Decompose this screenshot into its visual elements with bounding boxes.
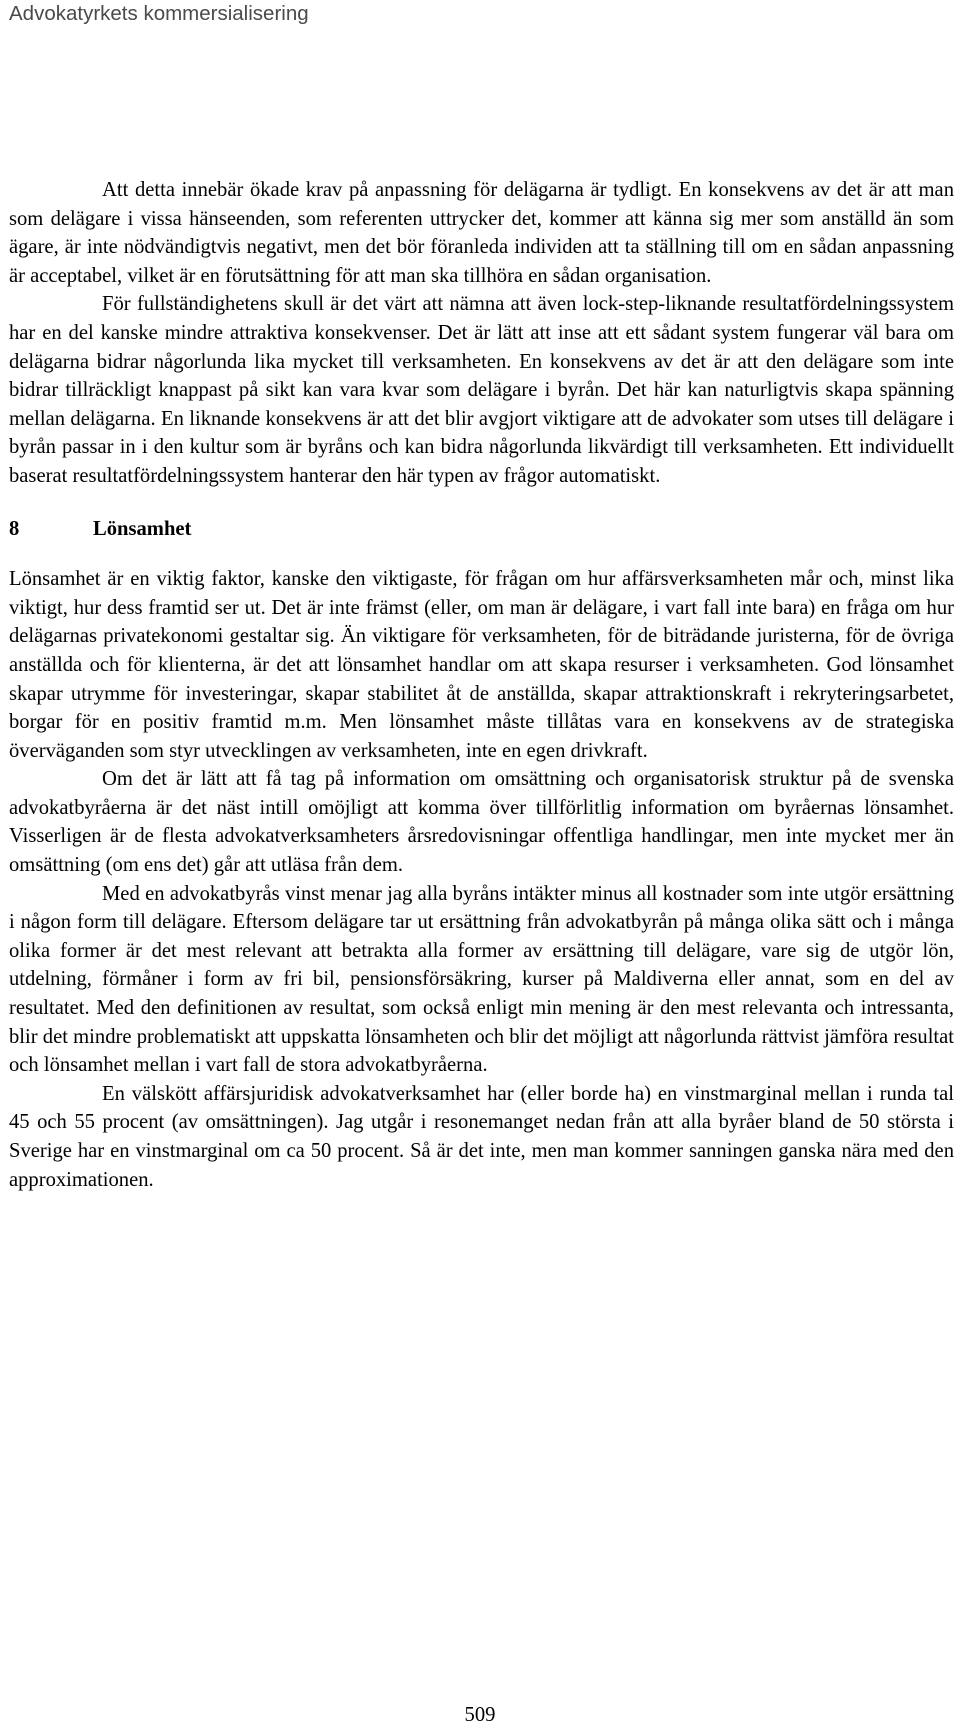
body-paragraph: Om det är lätt att få tag på information om omsättning och organisatorisk struktur på de svenska advokatbyråerna är det näst intill omöjligt att komma över tillförlitlig information om byråernas lönsamhet. Visserligen är de flesta advokatverksamheters årsredovisningar offentliga handlingar, men inte mycket mer än omsättning (om ens det) går att utläsa från dem. bbox=[9, 768, 954, 877]
body-paragraph: En välskött affärsjuridisk advokatverksamhet har (eller borde ha) en vinstmarginal mellan i runda tal 45 och 55 procent (av omsättningen). Jag utgår i resonemanget nedan från att alla byråer bland de 50 största i Sverige har en vinstmarginal om ca 50 procent. Så är det inte, men man kommer sanningen ganska nära med den approximationen. bbox=[9, 1082, 954, 1191]
body-paragraph: För fullständighetens skull är det värt att nämna att även lock-step-liknande resultatfördelningssystem har en del kanske mindre attraktiva konsekvenser. Det är lätt att inse att ett sådant system fungerar väl bara om delägarna bidrar någorlunda lika mycket till verksamheten. En konsekvens av det är att den delägare som inte bidrar tillräckligt knappast på sikt kan vara kvar som delägare i byrån. Det här kan naturligtvis skapa spänning mellan delägarna. En liknande konsekvens är att det blir avgjort viktigare att de advokater som utses till delägare i byrån passar in i den kultur som är byråns och kan bidra någorlunda likvärdigt till verksamheten. Ett individuellt baserat resultatfördelningssystem hanterar den här typen av frågor automatiskt. bbox=[9, 293, 954, 487]
body-paragraph: Lönsamhet är en viktig faktor, kanske den viktigaste, för frågan om hur affärsverksamheten mår och, minst lika viktigt, hur dess framtid ser ut. Det är inte främst (eller, om man är delägare, i vart fall inte bara) en fråga om hur delägarnas privatekonomi gestaltar sig. Än viktigare för verksamheten, för de biträdande juristerna, för de övriga anställda och för klienterna, är det att lönsamhet handlar om att skapa resurser i verksamheten. God lönsamhet skapar utrymme för investeringar, skapar stabilitet åt de anställda, skapar attraktionskraft i rekryteringsarbetet, borgar för en positiv framtid m.m. Men lönsamhet måste tillåtas vara en konsekvens av de strategiska överväganden som styr utvecklingen av verksamheten, inte en egen drivkraft. bbox=[9, 568, 954, 762]
section-number: 8 bbox=[9, 517, 20, 540]
document-body bbox=[9, 176, 954, 1194]
body-paragraph: Med en advokatbyrås vinst menar jag alla byråns intäkter minus all kostnader som inte utgör ersättning i någon form till delägare. Eftersom delägare tar ut ersättning från advokatbyrån på många olika sätt och i många olika former är det mest relevant att betrakta alla former av ersättning till delägare, vare sig de utgör lön, utdelning, förmåner i form av fri bil, pensionsförsäkring, kurser på Maldiverna eller annat, som en del av resultatet. Med den definitionen av resultat, som också enligt min mening är den mest relevanta och intressanta, blir det mindre problematiskt att uppskatta lönsamheten och blir det möjligt att någorlunda rättvist jämföra resultat och lönsamhet mellan i vart fall de stora advokatbyråerna. bbox=[9, 882, 954, 1077]
section-heading bbox=[9, 515, 954, 544]
body-paragraph: Att detta innebär ökade krav på anpassning för delägarna är tydligt. En konsekvens av det är att man som delägare i vissa hänseenden, som referenten uttrycker det, kommer att känna sig mer som anställd än som ägare, är inte nödvändigtvis negativt, men det bör föranleda individen att ta ställning till om en sådan anpassning är acceptabel, vilket är en förutsättning för att man ska tillhöra en sådan organisation. bbox=[9, 179, 954, 287]
section-title: Lönsamhet bbox=[93, 517, 192, 540]
running-header: Advokatyrkets kommersialisering bbox=[9, 2, 309, 25]
page-number: 509 bbox=[464, 1704, 496, 1726]
